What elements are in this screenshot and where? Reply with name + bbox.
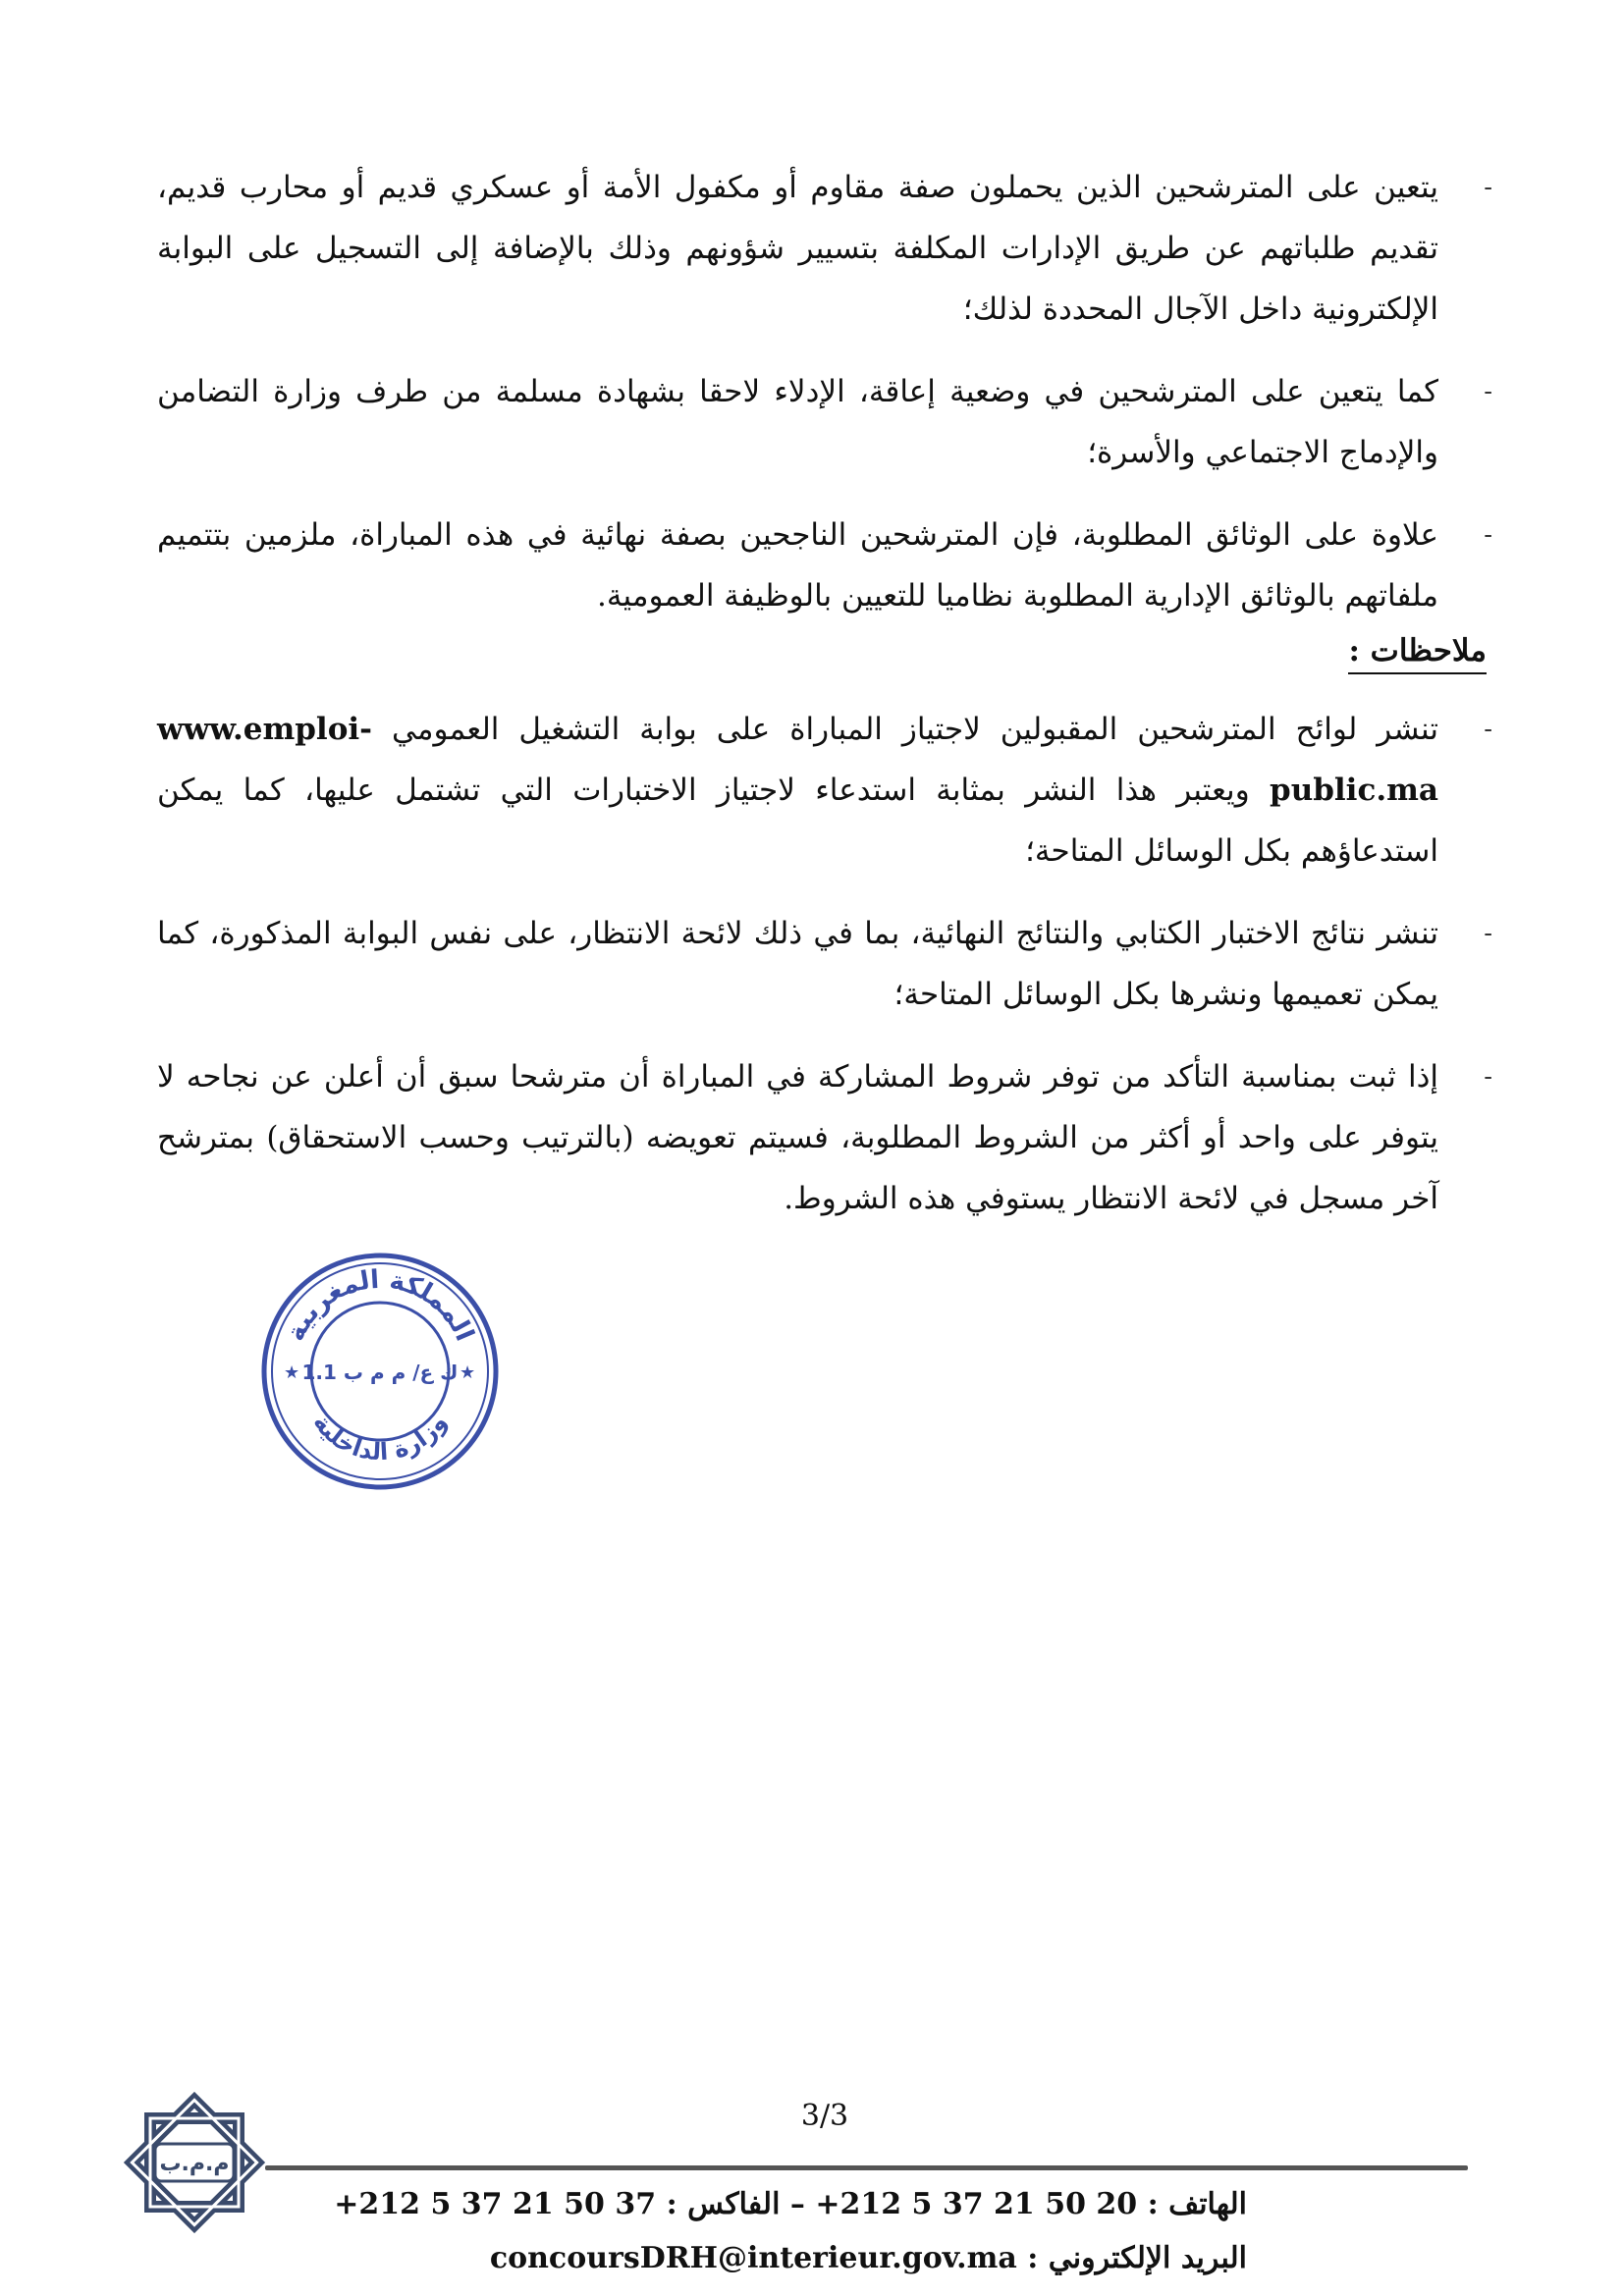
item-text: تنشر نتائج الاختبار الكتابي والنتائج النهائية، بما في ذلك لائحة الانتظار، على نفس البوابة المذكورة، كما يمكن تعميمها ونشرها بكل الوسائل المتاحة؛ (157, 916, 1438, 1012)
star-icon: ★ (284, 1362, 300, 1383)
notes-list (157, 699, 1492, 1251)
logo-text: م.م.ب (159, 2152, 230, 2176)
email-address[interactable]: concoursDRH@interieur.gov.ma (489, 2241, 1017, 2275)
list-item (157, 699, 1492, 881)
bullet-dash: - (1484, 173, 1492, 202)
contact-email (324, 2241, 1247, 2275)
bullet-dash: - (1484, 715, 1492, 744)
item-text: تنشر لوائح المترشحين المقبولين لاجتياز المباراة على بوابة التشغيل العمومي (392, 712, 1438, 747)
bullet-dash: - (1484, 1062, 1492, 1092)
list-item (157, 505, 1492, 626)
stamp-bottom-text: وزارة الداخلية (307, 1409, 453, 1467)
footer-divider (265, 2165, 1468, 2170)
fax-number: +212 5 37 21 50 37 (334, 2187, 657, 2221)
item-text: كما يتعين على المترشحين في وضعية إعاقة، الإدلاء لاحقا بشهادة مسلمة من طرف وزارة التضامن والإدماج الاجتماعي والأسرة؛ (157, 374, 1438, 470)
fax-label: – الفاكس : (666, 2187, 805, 2221)
stamp-top-text: المملكة المغربية (280, 1264, 480, 1346)
phone-number: +212 5 37 21 50 20 (815, 2187, 1138, 2221)
list-item (157, 157, 1492, 340)
bullet-dash: - (1484, 377, 1492, 406)
official-stamp (257, 1249, 503, 1494)
list-item (157, 903, 1492, 1025)
notes-heading: ملاحظات : (1348, 633, 1487, 674)
stamp-center-text: ك ع/ م م ب 1.1 (301, 1361, 459, 1384)
star-icon: ★ (460, 1362, 476, 1383)
list-item (157, 1046, 1492, 1229)
bullet-dash: - (1484, 520, 1492, 550)
ministry-logo-icon (111, 2079, 278, 2246)
item-text: علاوة على الوثائق المطلوبة، فإن المترشحين الناجحين بصفة نهائية في هذه المباراة، ملزمين بتتميم ملفاتهم بالوثائق الإدارية المطلوبة نظاميا للتعيين بالوظيفة العمومية. (157, 517, 1438, 614)
item-text: يتعين على المترشحين الذين يحملون صفة مقاوم أو مكفول الأمة أو عسكري قديم أو محارب قديم، تقديم طلباتهم عن طريق الإدارات المكلفة بتسيير شؤونهم وذلك بالإضافة إلى التسجيل على البوابة الإلكترونية داخل الآجال المحددة لذلك؛ (157, 170, 1438, 327)
item-text: ويعتبر هذا النشر بمثابة استدعاء لاجتياز الاختبارات التي تشتمل عليها، كما يمكن استدعاؤهم بكل الوسائل المتاحة؛ (157, 773, 1438, 869)
item-text: إذا ثبت بمناسبة التأكد من توفر شروط المشاركة في المباراة أن مترشحا سبق أن أعلن عن نجاحه لا يتوفر على واحد أو أكثر من الشروط المطلوبة، فسيتم تعويضه (بالترتيب وحسب الاستحقاق) بمترشح آخر مسجل في لائحة الانتظار يستوفي هذه الشروط. (157, 1059, 1438, 1216)
svg-text:وزارة الداخلية (307, 1409, 452, 1466)
phone-label: الهاتف : (1147, 2187, 1247, 2221)
list-item (157, 361, 1492, 483)
email-label: البريد الإلكتروني : (1027, 2241, 1247, 2275)
page-number: 3/3 (800, 2099, 849, 2133)
contact-phone-fax (324, 2187, 1247, 2221)
requirements-list (157, 157, 1492, 648)
bullet-dash: - (1484, 919, 1492, 948)
portal-link[interactable]: www.emploi-public.ma (157, 712, 1439, 808)
